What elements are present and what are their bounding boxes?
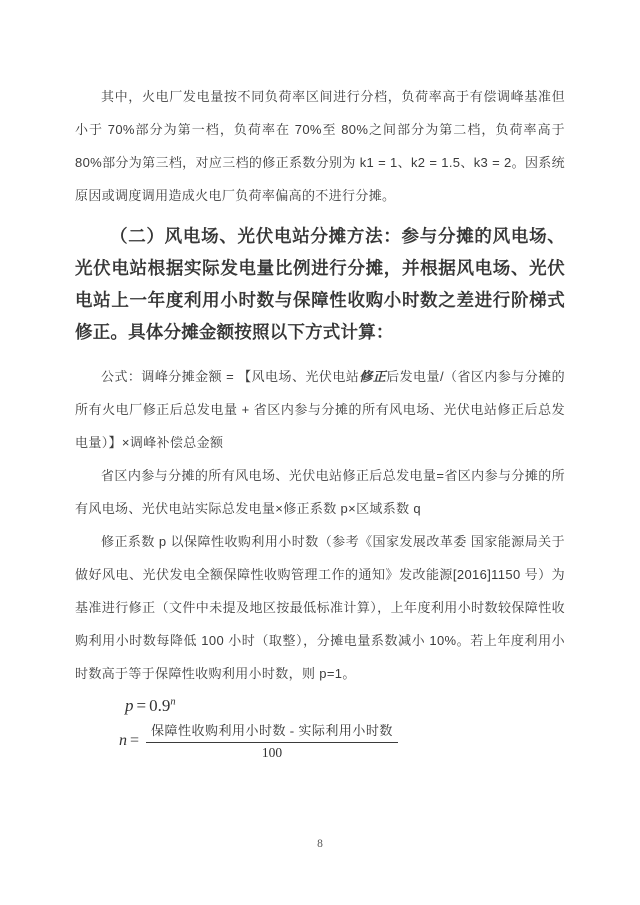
fraction-numerator: 保障性收购利用小时数 - 实际利用小时数 <box>146 720 398 743</box>
paragraph-p5 <box>75 525 565 690</box>
fraction <box>146 720 398 761</box>
paragraphs <box>75 80 565 690</box>
fraction-denominator: 100 <box>261 745 283 760</box>
text-segment: 后发电量/（省区内参与分摊的所有火电厂修正后总发电量 + 省区内参与分摊的所有风电场、光伏电站修正后总发电量）】×调峰补偿总金额 <box>75 369 565 450</box>
paragraph-p4 <box>75 459 565 525</box>
paragraph-p1 <box>75 80 565 212</box>
formula-p-equals-sign: = <box>136 696 147 715</box>
paragraph-p2 <box>75 220 565 348</box>
formula-p-base: 0.9 <box>149 696 171 715</box>
text-segment: 修正系数 p 以保障性收购利用小时数（参考《国家发展改革委 国家能源局关于做好风电、光伏发电全额保障性收购管理工作的通知》发改能源[2016]1150 号）为基准进行修正（文件中未提及地区按最低标准计算），上年度利用小时数较保障性收购利用小时数每降低 100 小时（取整），分摊电量系数减小 10%。若上年度利用小时数高于等于保障性收购利用小时数，则 p=1。 <box>75 534 565 681</box>
page-number: 8 <box>317 838 323 850</box>
formula-n-lhs: n <box>119 731 127 749</box>
paragraph-p3 <box>75 360 565 459</box>
text-segment: （二）风电场、光伏电站分摊方法：参与分摊的风电场、光伏电站根据实际发电量比例进行分摊，并根据风电场、光伏电站上一年度利用小时数与保障性收购小时数之差进行阶梯式修正。具体分摊金额按照以下方式计算： <box>75 226 565 342</box>
document-content <box>75 80 565 761</box>
formulas-block <box>75 696 565 761</box>
formula-p-lhs: p <box>125 696 134 715</box>
text-segment: 其中，火电厂发电量按不同负荷率区间进行分档，负荷率高于有偿调峰基准但小于 70%部分为第一档，负荷率在 70%至 80%之间部分为第二档，负荷率高于 80%部分为第三档，对应三档的修正系数分别为 k1 = 1、k2 = 1.5、k3 = 2。因系统原因或调度调用造成火电厂负荷率偏高的不进行分摊。 <box>75 89 565 203</box>
text-segment: 公式：调峰分摊金额 = 【风电场、光伏电站 <box>101 369 360 384</box>
formula-p-exponent: n <box>170 696 176 708</box>
formula-n-equals-sign: = <box>130 731 140 749</box>
formula-n-fraction <box>119 720 565 761</box>
text-segment: 省区内参与分摊的所有风电场、光伏电站修正后总发电量=省区内参与分摊的所有风电场、光伏电站实际总发电量×修正系数 p×区域系数 q <box>75 468 565 516</box>
emphasized-text: 修正 <box>359 369 387 384</box>
formula-p-power <box>125 696 565 716</box>
